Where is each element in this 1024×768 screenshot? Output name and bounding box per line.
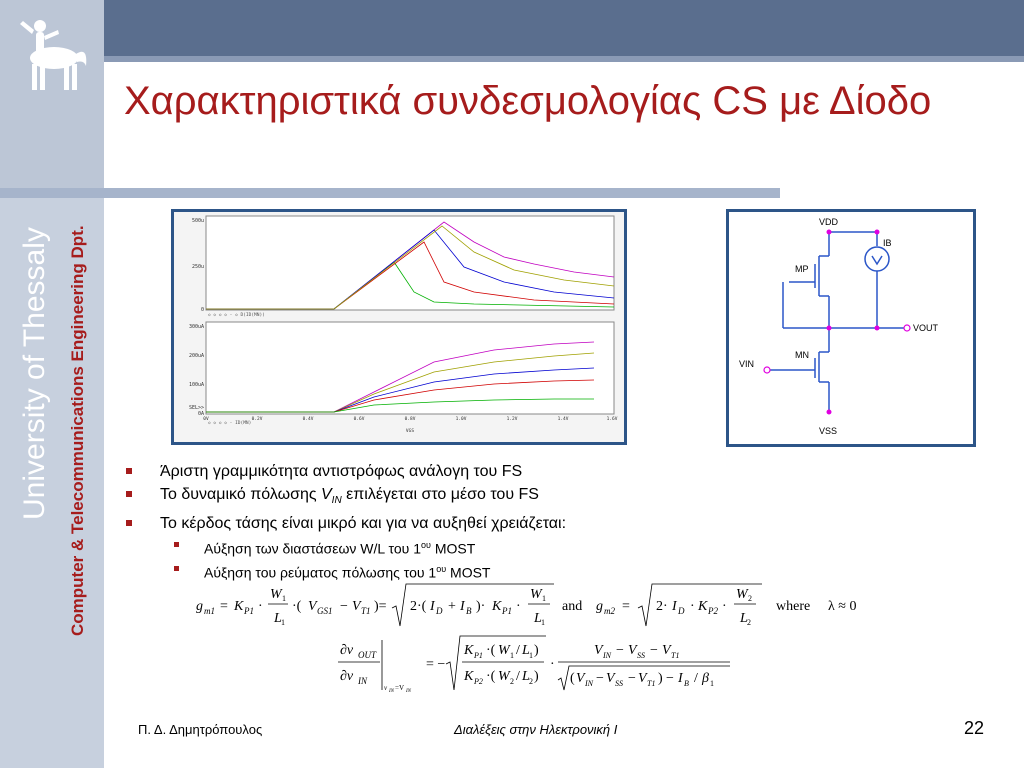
- svg-text:L: L: [534, 611, 542, 626]
- svg-text:·(: ·(: [486, 669, 496, 684]
- top-tick-2: 0: [200, 307, 204, 313]
- vss-label: VSS: [819, 426, 838, 436]
- svg-text:IN: IN: [358, 676, 367, 686]
- svg-text:K: K: [234, 599, 244, 614]
- svg-text:∂v: ∂v: [340, 643, 354, 658]
- bullet-list: [124, 460, 784, 583]
- bottom-tick-1: 200uA: [188, 353, 204, 359]
- svg-text:1: 1: [710, 679, 714, 688]
- x-tick-8: 1.6V: [606, 417, 618, 422]
- vdd-label: VDD: [819, 217, 839, 227]
- svg-text:B: B: [466, 606, 472, 616]
- svg-text:/: /: [694, 671, 698, 686]
- svg-text:/: /: [516, 669, 520, 684]
- footer-author: Π. Δ. Δημητρόπουλος: [138, 722, 263, 737]
- footer-course: Διαλέξεις στην Ηλεκτρονική Ι: [454, 722, 618, 737]
- bullet-2-sub: IN: [331, 495, 342, 507]
- svg-text:W: W: [270, 587, 282, 602]
- svg-text:·: ·: [690, 599, 695, 614]
- title-divider: [0, 188, 780, 198]
- svg-text:SS: SS: [637, 651, 645, 660]
- svg-text:W: W: [498, 669, 510, 684]
- svg-text:SS: SS: [615, 679, 623, 688]
- svg-text:V: V: [606, 671, 615, 686]
- top-tick-1: 250u: [191, 264, 204, 270]
- svg-text:1: 1: [510, 651, 514, 660]
- and-word: and: [562, 599, 583, 614]
- svg-text:−: −: [650, 643, 658, 658]
- sub-bullet-1: [124, 535, 784, 559]
- svg-text:K: K: [464, 669, 474, 684]
- top-tick-0: 500u: [191, 218, 204, 224]
- svg-text:m1: m1: [204, 606, 215, 616]
- svg-text:−: −: [596, 671, 604, 686]
- svg-text:D: D: [436, 606, 443, 616]
- bullet-2-post: επιλέγεται στο μέσο του FS: [341, 486, 539, 503]
- svg-text:2: 2: [529, 677, 533, 686]
- sub-bullet-2-post: MOST: [446, 564, 491, 581]
- svg-text:): ): [534, 643, 539, 658]
- sub-bullet-1-sup: ου: [421, 540, 431, 551]
- svg-text:V: V: [594, 643, 603, 658]
- top-legend: ◇ ◇ ◇ ◇ - ◇ D(ID(MN)): [208, 313, 265, 318]
- svg-text:T1: T1: [647, 679, 656, 688]
- svg-text:OUT: OUT: [358, 650, 377, 660]
- svg-text:·: ·: [550, 657, 555, 672]
- x-axis-label: VGS: [405, 429, 415, 434]
- svg-text:P1: P1: [244, 606, 254, 616]
- svg-text:·(: ·(: [486, 643, 496, 658]
- bullet-3-text: Το κέρδος τάσης είναι μικρό και για να αυξηθεί χρειάζεται:: [160, 515, 567, 533]
- svg-text:V: V: [638, 671, 647, 686]
- mp-label: MP: [795, 264, 809, 274]
- svg-text:V: V: [576, 671, 585, 686]
- gm-equations: [196, 582, 896, 630]
- svg-text:W: W: [736, 587, 748, 602]
- svg-text:V: V: [308, 599, 317, 614]
- svg-text:2·: 2·: [656, 599, 668, 614]
- page-number: 22: [964, 718, 985, 738]
- svg-text:IN: IN: [603, 651, 611, 660]
- bullet-3: [124, 512, 784, 535]
- svg-text:IN: IN: [585, 679, 593, 688]
- svg-text:IN: IN: [406, 689, 411, 694]
- svg-text:L: L: [740, 611, 748, 626]
- svg-text:): ): [658, 671, 663, 686]
- svg-text:·: ·: [258, 599, 263, 614]
- svg-text:P2: P2: [708, 606, 718, 616]
- x-tick-7: 1.4V: [557, 417, 569, 422]
- svg-text:V: V: [628, 643, 637, 658]
- svg-text:K: K: [492, 599, 502, 614]
- svg-text:W: W: [530, 587, 542, 602]
- bullet-1: [124, 460, 784, 483]
- svg-text:T1: T1: [361, 606, 371, 616]
- circuit-schematic: [726, 209, 976, 447]
- svg-text:P1: P1: [474, 651, 483, 660]
- svg-text:K: K: [698, 599, 708, 614]
- svg-text:g: g: [196, 599, 203, 614]
- svg-text:g: g: [596, 599, 603, 614]
- svg-text:I: I: [672, 599, 677, 614]
- svg-text:2·(: 2·(: [410, 599, 427, 614]
- svg-text:v: v: [384, 684, 388, 692]
- svg-text:1: 1: [529, 651, 533, 660]
- svg-text:−: −: [616, 643, 624, 658]
- svg-text:−: −: [666, 671, 674, 686]
- svg-text:W: W: [498, 643, 510, 658]
- sub-bullet-2-sup: ου: [436, 563, 447, 574]
- svg-text:(: (: [570, 671, 575, 686]
- svg-text:I: I: [430, 599, 435, 614]
- svg-text:−: −: [340, 599, 348, 614]
- x-tick-6: 1.2V: [506, 417, 518, 422]
- svg-text:=: =: [622, 599, 630, 614]
- bottom-tick-4: 0A: [197, 411, 204, 417]
- svg-text:)=: )=: [374, 599, 387, 614]
- svg-text:=: =: [220, 599, 228, 614]
- sub-bullet-1-post: MOST: [430, 540, 476, 557]
- svg-text:K: K: [464, 643, 474, 658]
- svg-text:2: 2: [748, 594, 752, 603]
- bottom-tick-0: 300uA: [188, 324, 204, 330]
- svg-text:−: −: [628, 671, 636, 686]
- svg-text:1: 1: [541, 618, 545, 627]
- vin-label: VIN: [739, 359, 755, 369]
- svg-text:L: L: [522, 669, 530, 684]
- slide-title: Χαρακτηριστικά συνδεσμολογίας CS με Δίοδο: [124, 79, 932, 123]
- side-band-lower: [0, 188, 104, 768]
- sub-bullet-2-pre: Αύξηση του ρεύματος πόλωσης του 1: [204, 564, 437, 581]
- bullet-1-text: Άριστη γραμμικότητα αντιστρόφως ανάλογη του FS: [160, 463, 523, 480]
- svg-text:2: 2: [510, 677, 514, 686]
- svg-text:P1: P1: [502, 606, 512, 616]
- svg-text:B: B: [684, 679, 689, 688]
- university-logo: [14, 6, 94, 94]
- university-name: University of Thessaly: [18, 227, 51, 520]
- svg-text:I: I: [678, 671, 683, 686]
- x-tick-2: 0.4V: [302, 417, 314, 422]
- simulation-plot: [171, 209, 627, 445]
- svg-text:V: V: [352, 599, 361, 614]
- svg-text:IN: IN: [389, 689, 394, 694]
- svg-text:L: L: [522, 643, 530, 658]
- svg-text:·: ·: [722, 599, 727, 614]
- ib-label: IB: [883, 238, 892, 248]
- svg-text:β: β: [702, 671, 709, 686]
- x-tick-0: 0V: [203, 417, 209, 422]
- bullet-2: [124, 483, 784, 512]
- svg-text:1: 1: [542, 594, 546, 603]
- svg-text:L: L: [274, 611, 282, 626]
- svg-text:I: I: [460, 599, 465, 614]
- x-tick-1: 0.2V: [251, 417, 263, 422]
- bullet-2-var: V: [321, 486, 332, 503]
- lambda-approx: λ ≈ 0: [828, 599, 857, 614]
- svg-text:+: +: [448, 599, 456, 614]
- sub-bullet-1-pre: Αύξηση των διαστάσεων W/L του 1: [204, 540, 421, 557]
- svg-text:2: 2: [747, 618, 751, 627]
- bullet-2-pre: Το δυναμικό πόλωσης: [160, 486, 321, 503]
- svg-text:·(: ·(: [292, 599, 302, 614]
- svg-text:D: D: [678, 606, 685, 616]
- vout-label: VOUT: [913, 323, 939, 333]
- svg-text:)·: )·: [476, 599, 486, 614]
- svg-text:m2: m2: [604, 606, 615, 616]
- x-tick-4: 0.8V: [404, 417, 416, 422]
- sub-bullet-2: [124, 559, 784, 583]
- svg-text:=V: =V: [395, 684, 405, 692]
- svg-text:GS1: GS1: [317, 606, 333, 616]
- department-name: Computer & Telecommunications Engineering Dpt.: [68, 225, 87, 636]
- bottom-tick-3: SEL>>: [188, 405, 204, 411]
- svg-text:V: V: [662, 643, 671, 658]
- mn-label: MN: [795, 350, 809, 360]
- svg-text:P2: P2: [474, 677, 483, 686]
- svg-text:= −: = −: [426, 657, 446, 672]
- gain-equation: [338, 634, 738, 694]
- header-band: [104, 0, 1024, 56]
- svg-text:∂v: ∂v: [340, 669, 354, 684]
- svg-text:1: 1: [281, 618, 285, 627]
- svg-text:T1: T1: [671, 651, 680, 660]
- where-word: where: [776, 599, 811, 614]
- svg-text:·: ·: [516, 599, 521, 614]
- svg-text:): ): [534, 669, 539, 684]
- x-tick-5: 1.0V: [455, 417, 467, 422]
- svg-text:1: 1: [282, 594, 286, 603]
- x-tick-3: 0.6V: [353, 417, 365, 422]
- svg-text:/: /: [516, 643, 520, 658]
- bottom-legend: ◇ ◇ ◇ ◇ - ID(MN): [208, 421, 252, 426]
- bottom-tick-2: 100uA: [188, 382, 204, 388]
